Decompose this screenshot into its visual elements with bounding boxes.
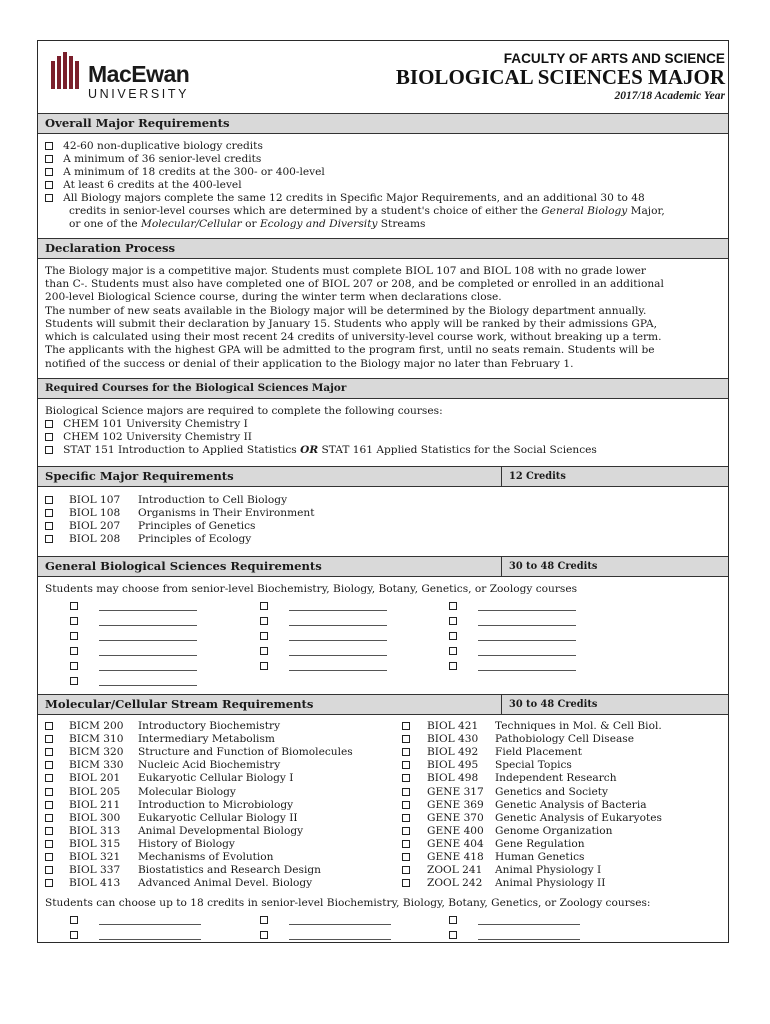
checkbox[interactable] <box>449 602 457 610</box>
course-entry-field[interactable] <box>99 930 201 940</box>
checkbox[interactable] <box>70 662 78 670</box>
course-entry-field[interactable] <box>99 631 197 641</box>
course-row <box>45 494 53 506</box>
checklist-item-continued: or one of the Molecular/Cellular or Ecology and Diversity Streams <box>69 218 426 230</box>
checkbox[interactable] <box>449 647 457 655</box>
course-name: Principles of Ecology <box>138 533 252 545</box>
course-name: Molecular Biology <box>138 785 236 798</box>
section-header-declaration: Declaration Process <box>38 238 728 259</box>
course-code: BIOL 315 <box>69 837 121 850</box>
course-name: Introduction to Microbiology <box>138 798 294 811</box>
checklist-item: CHEM 102 University Chemistry II <box>45 431 252 444</box>
course-name: Eukaryotic Cellular Biology II <box>138 811 298 824</box>
course-entry-field[interactable] <box>99 601 197 611</box>
course-entry-field[interactable] <box>478 616 576 626</box>
checkbox[interactable] <box>402 761 410 769</box>
checkbox[interactable] <box>70 931 78 939</box>
declaration-line: 200-level Biological Science course, during the winter term when declarations close. <box>45 291 502 303</box>
checkbox[interactable] <box>45 446 53 454</box>
course-entry-field[interactable] <box>99 616 197 626</box>
course-name: Independent Research <box>495 772 617 785</box>
course-name: Biostatistics and Research Design <box>138 864 321 877</box>
checkbox[interactable] <box>45 433 53 441</box>
checkbox[interactable] <box>449 617 457 625</box>
checkbox[interactable] <box>402 774 410 782</box>
course-code: BICM 320 <box>69 746 124 759</box>
course-entry-field[interactable] <box>289 631 387 641</box>
general-intro: Students may choose from senior-level Biochemistry, Biology, Botany, Genetics, or Zoology courses <box>45 583 578 595</box>
course-code: BIOL 413 <box>69 877 121 890</box>
course-entry-field[interactable] <box>289 601 387 611</box>
declaration-line: The number of new seats available in the Biology major will be determined by the Biology department annually. <box>45 305 647 317</box>
checklist-item: A minimum of 36 senior-level credits <box>45 153 261 166</box>
declaration-line: The applicants with the highest GPA will be admitted to the program first, until no seats remain. Students will be <box>45 344 655 356</box>
checklist-item: All Biology majors complete the same 12 credits in Specific Major Requirements, and an additional 30 to 48 <box>45 192 645 205</box>
checkbox[interactable] <box>45 761 53 769</box>
course-code: BIOL 421 <box>427 720 479 732</box>
course-name: Structure and Function of Biomolecules <box>138 746 353 759</box>
course-name: Eukaryotic Cellular Biology I <box>138 772 294 785</box>
checkbox[interactable] <box>402 879 410 887</box>
course-entry-field[interactable] <box>289 646 387 656</box>
course-entry-field[interactable] <box>478 930 580 940</box>
checkbox[interactable] <box>45 420 53 428</box>
course-name: Field Placement <box>495 746 582 759</box>
course-row <box>45 520 53 532</box>
course-code: GENE 400 <box>427 824 484 837</box>
checkbox[interactable] <box>45 735 53 743</box>
course-name: Special Topics <box>495 759 572 772</box>
course-entry-field[interactable] <box>289 616 387 626</box>
checkbox[interactable] <box>449 916 457 924</box>
required-intro: Biological Science majors are required to complete the following courses: <box>45 405 443 417</box>
course-code: GENE 404 <box>427 837 484 850</box>
checkbox[interactable] <box>260 662 268 670</box>
checkbox[interactable] <box>402 748 410 756</box>
course-name: Genetic Analysis of Bacteria <box>495 798 647 811</box>
checkbox[interactable] <box>70 647 78 655</box>
checklist-item: At least 6 credits at the 400-level <box>45 179 242 192</box>
checkbox[interactable] <box>449 931 457 939</box>
section-header-specific: Specific Major Requirements <box>38 466 501 487</box>
checkbox[interactable] <box>45 853 53 861</box>
section-header-molecular: Molecular/Cellular Stream Requirements <box>38 694 501 715</box>
checkbox[interactable] <box>45 827 53 835</box>
course-code: BIOL 430 <box>427 733 479 746</box>
faculty-name: FACULTY OF ARTS AND SCIENCE <box>503 51 725 66</box>
course-code: BIOL 107 <box>69 494 121 506</box>
course-name: Genetic Analysis of Eukaryotes <box>495 811 662 824</box>
section-header-required: Required Courses for the Biological Sciences Major <box>38 378 728 399</box>
course-code: BIOL 211 <box>69 798 121 811</box>
course-code: BIOL 498 <box>427 772 479 785</box>
course-code: BIOL 300 <box>69 811 121 824</box>
checkbox[interactable] <box>402 840 410 848</box>
course-code: BIOL 321 <box>69 851 121 863</box>
checkbox[interactable] <box>45 194 53 202</box>
checkbox[interactable] <box>45 774 53 782</box>
checkbox[interactable] <box>45 879 53 887</box>
checkbox[interactable] <box>402 788 410 796</box>
checkbox[interactable] <box>45 866 53 874</box>
checkbox[interactable] <box>402 814 410 822</box>
course-name: Pathobiology Cell Disease <box>495 733 635 746</box>
course-entry-field[interactable] <box>99 915 201 925</box>
course-name: Genetics and Society <box>495 785 608 798</box>
course-code: ZOOL 241 <box>427 864 483 877</box>
course-code: BIOL 337 <box>69 864 121 877</box>
course-entry-field[interactable] <box>478 915 580 925</box>
course-code: BIOL 313 <box>69 824 121 837</box>
course-entry-field[interactable] <box>99 676 197 686</box>
course-entry-field[interactable] <box>289 915 391 925</box>
checkbox[interactable] <box>70 916 78 924</box>
course-code: BIOL 207 <box>69 520 121 532</box>
course-code: BIOL 201 <box>69 772 121 785</box>
checkbox[interactable] <box>70 602 78 610</box>
maceWan-emblem-icon <box>50 51 84 91</box>
course-code: BIOL 108 <box>69 507 121 519</box>
checkbox[interactable] <box>260 931 268 939</box>
page-title: BIOLOGICAL SCIENCES MAJOR <box>395 65 725 89</box>
checklist-item-continued: credits in senior-level courses which are determined by a student's choice of either the General Biology Major, <box>69 205 665 217</box>
course-entry-field[interactable] <box>99 661 197 671</box>
course-entry-field[interactable] <box>99 646 197 656</box>
checkbox[interactable] <box>45 535 53 543</box>
course-name: Mechanisms of Evolution <box>138 851 274 863</box>
maceWan-logo <box>50 51 220 101</box>
course-code: GENE 418 <box>427 851 484 863</box>
checkbox[interactable] <box>402 801 410 809</box>
checkbox[interactable] <box>449 632 457 640</box>
molecular-footer: Students can choose up to 18 credits in senior-level Biochemistry, Biology, Botany, Genetics, or Zoology courses: <box>45 897 651 909</box>
checkbox[interactable] <box>45 509 53 517</box>
checkbox[interactable] <box>45 522 53 530</box>
checkbox[interactable] <box>260 647 268 655</box>
declaration-line: notified of the success or denial of their application to the Biology major no later than February 1. <box>45 358 574 370</box>
checkbox[interactable] <box>70 617 78 625</box>
checkbox[interactable] <box>402 722 410 730</box>
course-code: GENE 370 <box>427 811 484 824</box>
checkbox[interactable] <box>45 496 53 504</box>
course-name: Introduction to Cell Biology <box>138 494 288 506</box>
checkbox[interactable] <box>260 617 268 625</box>
course-name: Techniques in Mol. & Cell Biol. <box>495 720 662 732</box>
course-entry-field[interactable] <box>478 646 576 656</box>
course-code: BICM 330 <box>69 759 124 772</box>
checkbox[interactable] <box>45 168 53 176</box>
checklist-item: STAT 151 Introduction to Applied Statistics OR STAT 161 Applied Statistics for the Social Sciences <box>45 444 597 457</box>
course-code: BIOL 495 <box>427 759 479 772</box>
course-name: History of Biology <box>138 837 235 850</box>
course-code: BIOL 205 <box>69 785 121 798</box>
checkbox[interactable] <box>402 853 410 861</box>
checkbox[interactable] <box>260 632 268 640</box>
course-row <box>45 507 53 519</box>
checklist-item: A minimum of 18 credits at the 300- or 400-level <box>45 166 325 179</box>
checklist-item: 42-60 non-duplicative biology credits <box>45 140 263 153</box>
course-name: Genome Organization <box>495 824 613 837</box>
checkbox[interactable] <box>45 142 53 150</box>
declaration-line: than C-. Students must also have completed one of BIOL 207 or 208, and be completed or enrolled in an additional <box>45 278 664 290</box>
declaration-line: The Biology major is a competitive major. Students must complete BIOL 107 and BIOL 108 with no grade lower <box>45 265 646 277</box>
declaration-line: which is calculated using their most recent 24 credits of university-level course work, without breaking up a term. <box>45 331 662 343</box>
checkbox[interactable] <box>45 155 53 163</box>
checkbox[interactable] <box>260 916 268 924</box>
course-name: Introductory Biochemistry <box>138 720 281 732</box>
course-entry-field[interactable] <box>478 601 576 611</box>
credits-badge-general: 30 to 48 Credits <box>501 556 728 577</box>
course-name: Human Genetics <box>495 851 585 863</box>
section-header-general: General Biological Sciences Requirements <box>38 556 501 577</box>
checkbox[interactable] <box>45 748 53 756</box>
checkbox[interactable] <box>402 866 410 874</box>
course-row <box>45 533 53 545</box>
course-entry-field[interactable] <box>289 930 391 940</box>
checkbox[interactable] <box>45 814 53 822</box>
credits-badge-molecular: 30 to 48 Credits <box>501 694 728 715</box>
checkbox[interactable] <box>402 735 410 743</box>
checkbox[interactable] <box>45 801 53 809</box>
checklist-item: CHEM 101 University Chemistry I <box>45 418 248 431</box>
course-name: Intermediary Metabolism <box>138 733 275 746</box>
credits-badge-specific: 12 Credits <box>501 466 728 487</box>
course-name: Advanced Animal Devel. Biology <box>138 877 313 890</box>
checkbox[interactable] <box>70 677 78 685</box>
course-name: Nucleic Acid Biochemistry <box>138 759 281 772</box>
course-name: Animal Physiology II <box>495 877 606 890</box>
logo-wordmark: MacEwan <box>88 61 190 87</box>
section-header-overall: Overall Major Requirements <box>38 113 728 134</box>
course-code: BICM 310 <box>69 733 124 746</box>
academic-year: 2017/18 Academic Year <box>614 90 725 102</box>
course-entry-field[interactable] <box>478 661 576 671</box>
course-entry-field[interactable] <box>289 661 387 671</box>
course-code: GENE 317 <box>427 785 484 798</box>
course-name: Gene Regulation <box>495 837 585 850</box>
course-code: BIOL 208 <box>69 533 121 545</box>
logo-subtitle: UNIVERSITY <box>88 87 190 101</box>
course-name: Animal Developmental Biology <box>138 824 304 837</box>
declaration-line: Students will submit their declaration by January 15. Students who apply will be ranked by their admissions GPA, <box>45 318 658 330</box>
course-name: Principles of Genetics <box>138 520 256 532</box>
course-code: ZOOL 242 <box>427 877 483 890</box>
course-code: BIOL 492 <box>427 746 479 759</box>
course-code: GENE 369 <box>427 798 484 811</box>
checkbox[interactable] <box>260 602 268 610</box>
checkbox[interactable] <box>402 827 410 835</box>
checkbox[interactable] <box>45 840 53 848</box>
checkbox[interactable] <box>45 722 53 730</box>
course-code: BICM 200 <box>69 720 124 732</box>
course-entry-field[interactable] <box>478 631 576 641</box>
course-name: Organisms in Their Environment <box>138 507 315 519</box>
checkbox[interactable] <box>45 788 53 796</box>
checkbox[interactable] <box>449 662 457 670</box>
course-name: Animal Physiology I <box>495 864 602 877</box>
checkbox[interactable] <box>70 632 78 640</box>
checkbox[interactable] <box>45 181 53 189</box>
